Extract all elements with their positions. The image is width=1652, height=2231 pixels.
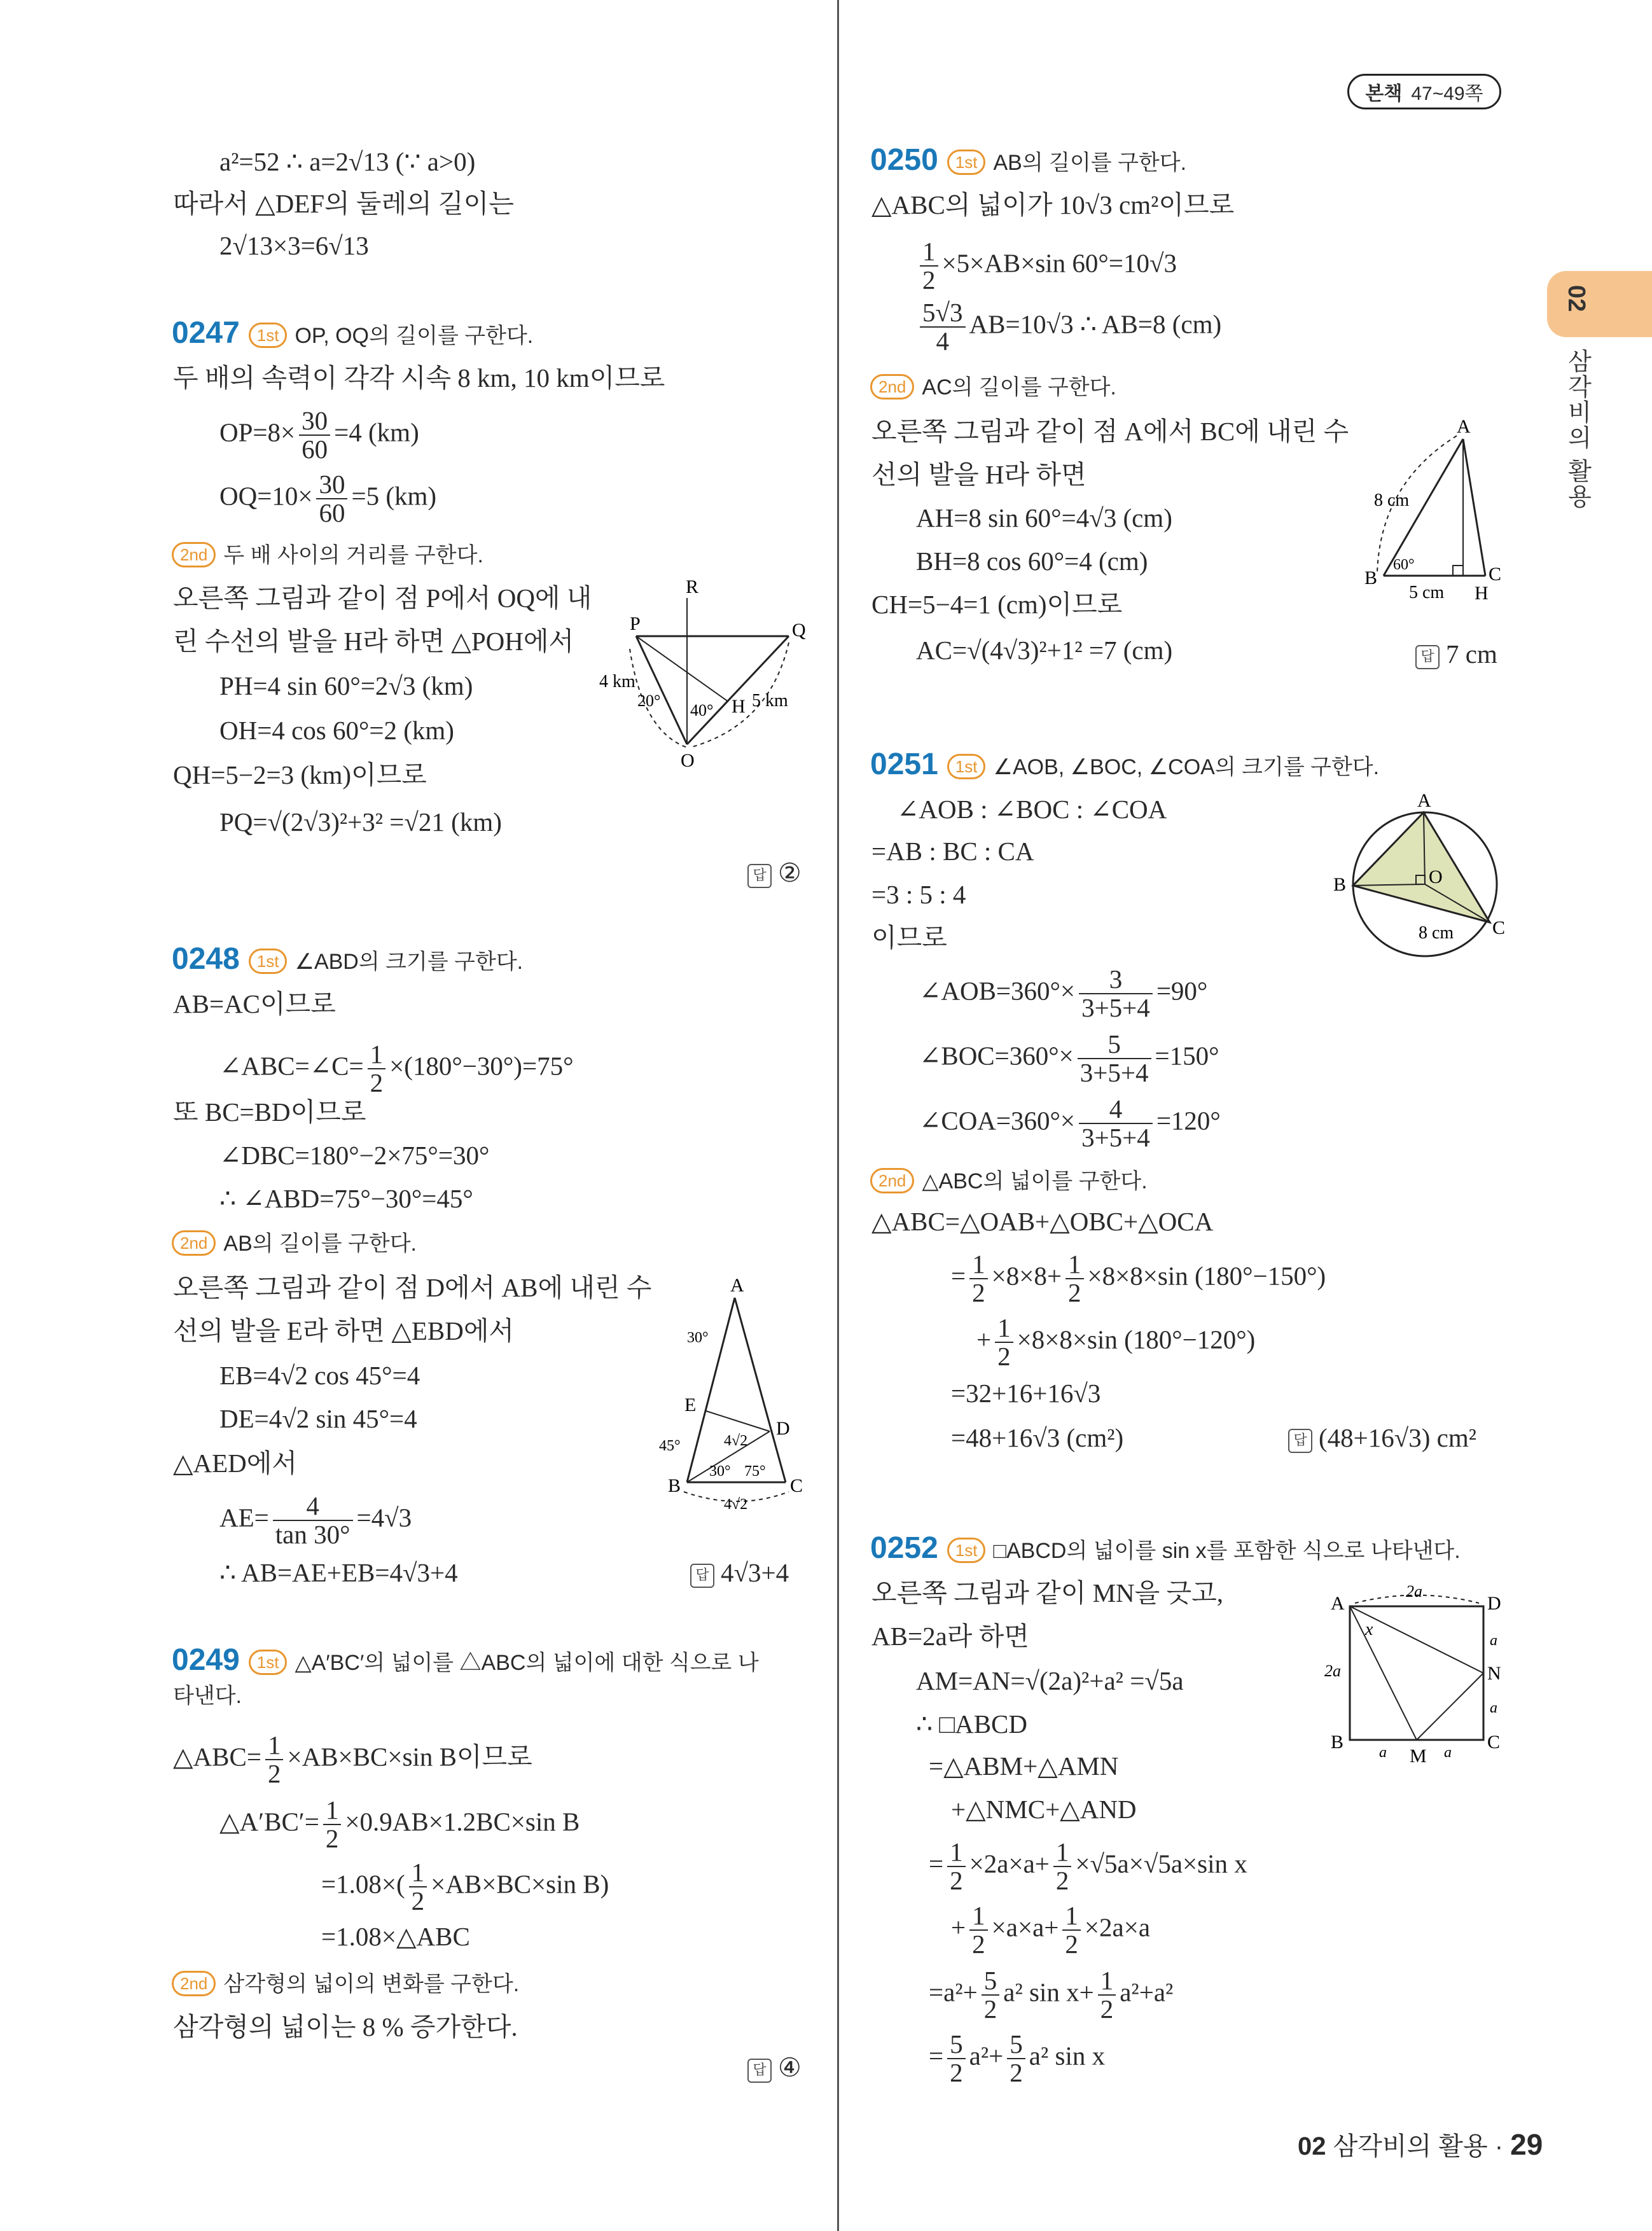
fig-label-M: M: [1410, 1746, 1427, 1767]
equation-line: AC=√(4√3)²+1² =7 (cm): [916, 636, 1173, 665]
answer: 답 ②: [747, 859, 802, 888]
equation-line: $\frac{1}{2}$ ×5×AB×sin 60°=10√3: [916, 238, 1177, 294]
equation-line: EB=4√2 cos 45°=4: [219, 1361, 420, 1390]
equation-line: ∴ □ABCD: [916, 1709, 1028, 1739]
equation-line: =a²+ $\frac{5}{2}$ a² sin x+ $\frac{1}{2}$ a²+a²: [929, 1966, 1174, 2024]
step-badge-2nd: 2nd: [870, 1168, 914, 1193]
step-2-line: [172, 1228, 417, 1260]
equation-line: = $\frac{5}{2}$ a²+ $\frac{5}{2}$ a² sin x: [929, 2029, 1106, 2088]
step-badge-2nd: 2nd: [172, 1230, 216, 1256]
text-line: 선의 발을 H라 하면: [871, 460, 1086, 489]
fraction: $\frac{1}{2}$: [969, 1251, 988, 1307]
fig-label-O: O: [1429, 866, 1443, 887]
problem-0251-header: [870, 748, 1379, 783]
problem-0248-header: [172, 943, 523, 978]
fraction: $\frac{5}{2}$: [982, 1967, 1000, 2023]
fig-label-4km: 4 km: [599, 672, 635, 692]
equation-line: $\frac{5√3}{4}$ AB=10√3 ∴ AB=8 (cm): [916, 299, 1221, 355]
text-line: 오른쪽 그림과 같이 점 D에서 AB에 내린 수: [173, 1273, 652, 1302]
equation-line: AM=AN=√(2a)²+a² =√5a: [916, 1666, 1184, 1695]
equation-line: ∠COA=360°× $\frac{4}{3+5+4}$ =120°: [919, 1094, 1221, 1153]
text-line: 오른쪽 그림과 같이 점 P에서 OQ에 내: [173, 583, 592, 613]
fig-label-5cm: 5 cm: [1409, 583, 1445, 602]
text-line: 이므로: [871, 923, 947, 952]
equation-line: =32+16+16√3: [951, 1379, 1101, 1408]
answer: 답 4√3+4: [690, 1559, 789, 1588]
step-title: □ABCD의 넓이를 sin x를 포함한 식으로 나타낸다.: [993, 1539, 1461, 1563]
equation-line: + $\frac{1}{2}$ ×8×8×sin (180°−120°): [976, 1313, 1256, 1372]
step-badge-1st: 1st: [947, 754, 986, 779]
figure-0251-diagram: [1329, 789, 1514, 967]
step-badge-1st: 1st: [947, 149, 986, 175]
fig-label-8cm: 8 cm: [1419, 923, 1454, 943]
answer-mark-icon: 답: [747, 864, 772, 888]
figure-0250-diagram: [1355, 414, 1520, 617]
step-2-line: [870, 372, 1116, 403]
equation-line: AH=8 sin 60°=4√3 (cm): [916, 503, 1172, 532]
fig-label-A: A: [1417, 790, 1431, 811]
equation-line: △A′BC′= $\frac{1}{2}$ ×0.9AB×1.2BC×sin B: [219, 1795, 580, 1854]
equation-line: AB=2a라 하면: [871, 1622, 1029, 1651]
step-title: 두 배 사이의 거리를 구한다.: [223, 543, 483, 567]
fig-label-H: H: [1475, 583, 1489, 604]
fig-label-a-2: a: [1490, 1700, 1497, 1716]
fig-label-30deg: 30°: [687, 1330, 709, 1346]
text-line: △AED에서: [173, 1449, 298, 1478]
text-line: AB=AC이므로: [173, 989, 336, 1018]
equation-line: =△ABM+△AMN: [929, 1751, 1119, 1781]
answer: 답 (48+16√3) cm²: [1288, 1424, 1476, 1453]
equation-line: ∠DBC=180°−2×75°=30°: [219, 1141, 490, 1170]
fig-label-a-3: a: [1379, 1744, 1387, 1761]
footer-chapter-title: 삼각비의 활용: [1333, 2132, 1488, 2160]
fig-label-B: B: [1333, 874, 1347, 895]
step-2-line: [870, 1165, 1148, 1197]
step-2-line: [172, 539, 483, 571]
text-line: 선의 발을 E라 하면 △EBD에서: [173, 1316, 515, 1345]
fig-label-H: H: [732, 696, 746, 717]
equation-line: △ABC=△OAB+△OBC+△OCA: [871, 1207, 1214, 1236]
equation-line: AE= $\frac{4}{\tan 30^\circ}$ =4√3: [219, 1491, 412, 1550]
page-range: 47~49쪽: [1411, 83, 1483, 104]
fig-label-45deg: 45°: [659, 1438, 681, 1454]
problem-number: 0247: [172, 316, 240, 350]
fraction: $\frac{1}{2}$: [969, 1902, 988, 1958]
fig-label-D: D: [776, 1418, 790, 1439]
step-badge-2nd: 2nd: [172, 542, 216, 567]
fraction: $\frac{1}{2}$: [323, 1797, 342, 1852]
fig-label-C: C: [1492, 917, 1506, 938]
equation-line: PQ=√(2√3)²+3² =√21 (km): [219, 807, 502, 837]
text-line: 또 BC=BD이므로: [173, 1097, 366, 1127]
fraction: $\frac{5}{2}$: [947, 2031, 966, 2087]
fig-label-Q: Q: [792, 620, 806, 641]
step-badge-1st: 1st: [947, 1538, 986, 1563]
problem-number: 0252: [870, 1531, 938, 1565]
footer-chapter-number: 02: [1298, 2132, 1326, 2160]
answer-mark-icon: 답: [1288, 1429, 1312, 1453]
equation-line: =48+16√3 (cm²): [951, 1423, 1124, 1452]
figure-0247-diagram: [599, 576, 814, 776]
fraction: $\frac{4}{\tan 30^\circ}$: [273, 1492, 353, 1548]
fraction: $\frac{3}{3+5+4}$: [1079, 966, 1153, 1022]
equation-line: ∠BOC=360°× $\frac{5}{3+5+4}$ =150°: [919, 1029, 1219, 1088]
fraction: $\frac{5√3}{4}$: [920, 299, 966, 355]
step-badge-1st: 1st: [249, 949, 288, 974]
fig-label-D: D: [1487, 1593, 1501, 1614]
fig-label-75deg: 75°: [744, 1463, 766, 1480]
fig-label-side-b: 4√2: [724, 1496, 748, 1513]
problem-0252-header: [870, 1532, 1461, 1567]
fig-label-8cm: 8 cm: [1374, 490, 1410, 510]
text-line: 오른쪽 그림과 같이 MN을 긋고,: [871, 1578, 1223, 1608]
fig-label-a-4: a: [1444, 1744, 1452, 1761]
fig-label-C: C: [1489, 564, 1502, 585]
fig-label-2a-left: 2a: [1324, 1662, 1341, 1680]
problem-number: 0248: [172, 942, 240, 976]
step-title: OP, OQ의 길이를 구한다.: [295, 324, 534, 348]
fig-label-B: B: [668, 1475, 681, 1496]
equation-line: = $\frac{1}{2}$ ×2a×a+ $\frac{1}{2}$ ×√5a×√5a×sin x: [929, 1837, 1247, 1896]
fig-label-A: A: [1457, 416, 1471, 437]
fig-label-5km: 5 km: [752, 691, 788, 711]
answer-mark-icon: 답: [690, 1564, 714, 1588]
equation-line: ∠AOB=360°× $\frac{3}{3+5+4}$ =90°: [919, 964, 1208, 1023]
fig-label-side: 4√2: [724, 1433, 748, 1449]
equation-line: =AB : BC : CA: [871, 837, 1034, 866]
equation-line: ∴ AB=AE+EB=4√3+4: [219, 1558, 458, 1587]
fig-label-P: P: [630, 613, 641, 634]
step-badge-1st: 1st: [249, 1650, 288, 1675]
book-label: 본책: [1365, 83, 1403, 104]
answer-mark-icon: 답: [747, 2059, 772, 2083]
fig-label-2a-top: 2a: [1406, 1582, 1422, 1601]
page-ref-badge: [1347, 74, 1501, 109]
answer: 답 7 cm: [1415, 640, 1497, 669]
equation-line: OP=8× $\frac{30}{60}$ =4 (km): [219, 406, 419, 464]
figure-0252-diagram: [1323, 1578, 1514, 1769]
fraction: $\frac{1}{2}$: [995, 1314, 1013, 1370]
equation-line: DE=4√2 sin 45°=4: [219, 1404, 417, 1433]
fig-label-N: N: [1487, 1663, 1501, 1684]
chapter-tab-number: 02: [1563, 285, 1590, 312]
page-footer: 02 삼각비의 활용 · 29: [1298, 2128, 1543, 2161]
equation-line: ∠AOB : ∠BOC : ∠COA: [897, 795, 1167, 824]
fig-label-20deg: 20°: [637, 692, 661, 710]
answer-mark-icon: 답: [1415, 645, 1440, 669]
problem-0247-header: [172, 317, 533, 352]
step-title: AC의 길이를 구한다.: [922, 375, 1116, 400]
step-title-cont: 타낸다.: [173, 1684, 242, 1708]
fig-label-A: A: [1331, 1593, 1345, 1614]
equation-line: +△NMC+△AND: [951, 1795, 1137, 1824]
fraction: $\frac{5}{3+5+4}$: [1078, 1031, 1151, 1087]
equation-line: =1.08×( $\frac{1}{2}$ ×AB×BC×sin B): [321, 1858, 609, 1916]
step-2-line: [172, 1968, 519, 2000]
text-line: 두 배의 속력이 각각 시속 8 km, 10 km이므로: [173, 363, 665, 393]
equation-line: =1.08×△ABC: [321, 1922, 470, 1951]
fig-label-O: O: [681, 750, 695, 771]
equation-line: OH=4 cos 60°=2 (km): [219, 716, 454, 745]
fraction: $\frac{30}{60}$: [316, 471, 347, 527]
fig-label-30deg-b: 30°: [709, 1463, 731, 1480]
fraction: $\frac{1}{2}$: [1065, 1251, 1084, 1307]
intro-line-3: 2√13×3=6√13: [219, 231, 369, 260]
column-divider: [837, 0, 839, 2231]
text-line: 삼각형의 넓이는 8 % 증가한다.: [173, 2012, 518, 2041]
problem-number: 0249: [172, 1643, 240, 1677]
step-badge-1st: 1st: [249, 323, 288, 348]
intro-line-1: a²=52 ∴ a=2√13 (∵ a>0): [219, 147, 476, 176]
step-title: 삼각형의 넓이의 변화를 구한다.: [223, 1972, 520, 1996]
fraction: $\frac{1}{2}$: [920, 238, 938, 294]
text-line: 린 수선의 발을 H라 하면 △POH에서: [173, 627, 574, 656]
answer: 답 ④: [747, 2054, 802, 2083]
step-badge-2nd: 2nd: [870, 374, 914, 400]
equation-line: = $\frac{1}{2}$ ×8×8+ $\frac{1}{2}$ ×8×8×sin (180°−150°): [951, 1249, 1326, 1308]
fig-label-R: R: [686, 576, 699, 597]
intro-line-2: 따라서 △DEF의 둘레의 길이는: [173, 189, 514, 218]
problem-0250-header: [870, 144, 1186, 179]
step-title: ∠AOB, ∠BOC, ∠COA의 크기를 구한다.: [993, 755, 1380, 779]
fraction: $\frac{1}{2}$: [368, 1041, 386, 1097]
equation-line: OQ=10× $\frac{30}{60}$ =5 (km): [219, 469, 437, 528]
equation-line: ∠ABC=∠C= $\frac{1}{2}$ ×(180°−30°)=75°: [219, 1039, 574, 1098]
problem-0249-header: [172, 1644, 759, 1679]
equation-line: PH=4 sin 60°=2√3 (km): [219, 671, 473, 700]
equation-line: + $\frac{1}{2}$ ×a×a+ $\frac{1}{2}$ ×2a×a: [951, 1901, 1151, 1959]
problem-number: 0250: [870, 143, 938, 177]
fig-label-B: B: [1364, 567, 1378, 588]
step-title: ∠ABD의 크기를 구한다.: [295, 950, 524, 974]
fig-label-60deg: 60°: [1393, 557, 1415, 573]
fraction: $\frac{4}{3+5+4}$: [1079, 1095, 1153, 1151]
text-line: △ABC의 넓이가 10√3 cm²이므로: [871, 190, 1235, 219]
step-title: △A′BC′의 넓이를 △ABC의 넓이에 대한 식으로 나: [295, 1651, 759, 1675]
fraction: $\frac{1}{2}$: [1053, 1838, 1072, 1894]
fraction: $\frac{1}{2}$: [947, 1838, 966, 1894]
fraction: $\frac{1}{2}$: [409, 1859, 427, 1915]
fraction: $\frac{1}{2}$: [1098, 1967, 1116, 2023]
fraction: $\frac{5}{2}$: [1007, 2031, 1025, 2087]
fig-label-E: E: [684, 1394, 697, 1415]
fig-label-C: C: [1487, 1732, 1501, 1753]
fig-label-C: C: [790, 1475, 803, 1496]
step-title: △ABC의 넓이를 구한다.: [922, 1169, 1148, 1193]
equation-line: QH=5−2=3 (km)이므로: [173, 760, 427, 789]
chapter-tab-title: 삼각비의 활용: [1564, 349, 1590, 510]
figure-0248-diagram: [655, 1272, 821, 1514]
problem-number: 0251: [870, 747, 938, 781]
fraction: $\frac{30}{60}$: [299, 407, 330, 463]
equation-line: =3 : 5 : 4: [871, 880, 966, 909]
step-title: AB의 길이를 구한다.: [223, 1232, 417, 1256]
text-line: 오른쪽 그림과 같이 점 A에서 BC에 내린 수: [871, 417, 1349, 446]
fraction: $\frac{1}{2}$: [265, 1732, 284, 1788]
step-title: AB의 길이를 구한다.: [993, 151, 1187, 175]
fig-label-x: x: [1365, 1620, 1373, 1639]
step-badge-2nd: 2nd: [172, 1971, 216, 1996]
equation-line: CH=5−4=1 (cm)이므로: [871, 590, 1123, 619]
equation-line: BH=8 cos 60°=4 (cm): [916, 546, 1148, 576]
fraction: $\frac{1}{2}$: [1062, 1902, 1081, 1958]
equation-line: △ABC= $\frac{1}{2}$ ×AB×BC×sin B이므로: [173, 1730, 532, 1789]
page-number: 29: [1510, 2128, 1543, 2161]
fig-label-a-1: a: [1490, 1632, 1497, 1649]
fig-label-A: A: [730, 1275, 744, 1296]
equation-line: ∴ ∠ABD=75°−30°=45°: [219, 1184, 473, 1213]
fig-label-B: B: [1331, 1732, 1344, 1753]
fig-label-40deg: 40°: [690, 701, 714, 719]
